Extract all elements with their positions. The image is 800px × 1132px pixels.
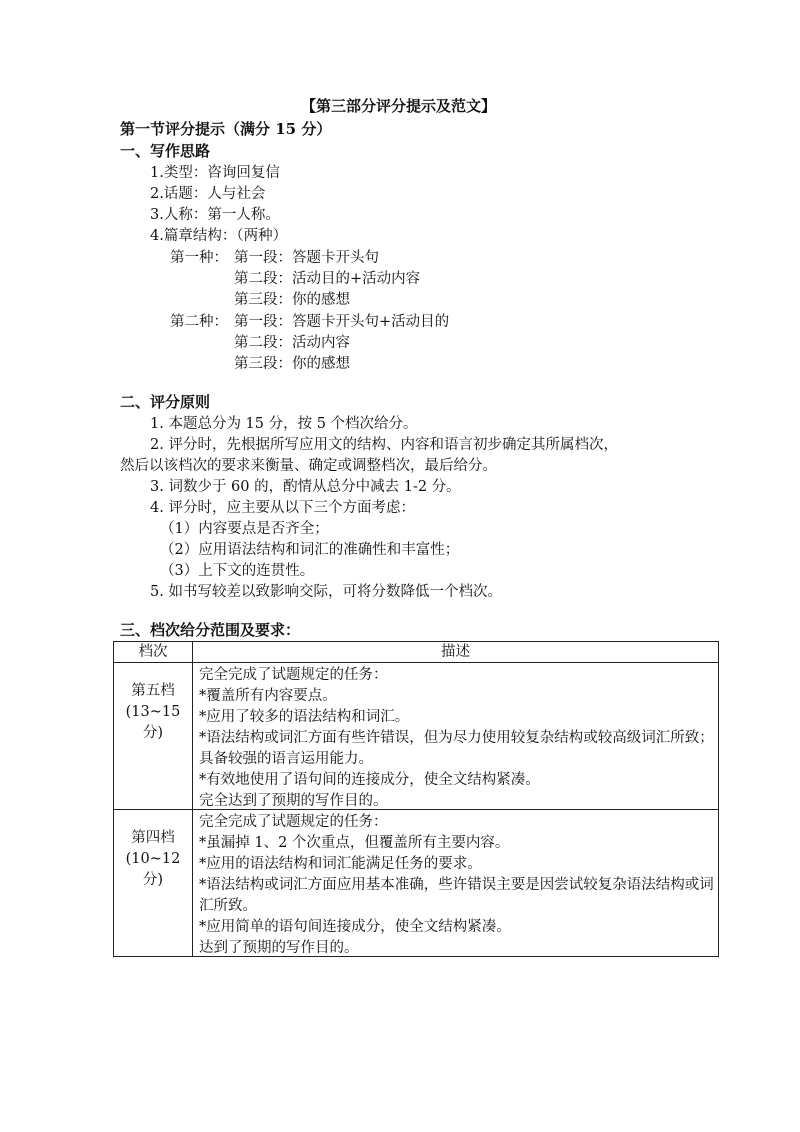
description-line: *覆盖所有内容要点。 [199, 688, 337, 704]
section-heading: 第一节评分提示（满分 15 分） [120, 120, 332, 138]
structure-para: 第三段：你的感想 [234, 356, 350, 372]
structure-para: 第一段：答题卡开头句 [234, 250, 379, 266]
description-cell [193, 663, 719, 810]
table-row [114, 810, 719, 957]
principle-item: 3. 词数少于 60 的，酌情从总分中减去 1-2 分。 [150, 479, 461, 495]
column-header-description: 描述 [193, 642, 719, 663]
part1-heading: 一、写作思路 [120, 142, 211, 160]
list-item: 3.人称：第一人称。 [150, 207, 280, 223]
list-item: 2.话题：人与社会 [150, 186, 266, 202]
level-cell [114, 810, 193, 957]
structure-para: 第二段：活动目的+活动内容 [234, 271, 421, 287]
description-line: *应用了较多的语法结构和词汇。 [199, 709, 410, 725]
description-line: *应用简单的语句间连接成分，使全文结构紧凑。 [199, 919, 511, 935]
principle-subitem: （1）内容要点是否齐全； [160, 521, 329, 537]
part3-heading: 三、档次给分范围及要求： [120, 621, 301, 639]
principle-item: 5. 如书写较差以致影响交际，可将分数降低一个档次。 [150, 584, 502, 600]
description-line: 完全完成了试题规定的任务： [199, 814, 388, 830]
part2-heading: 二、评分原则 [120, 393, 211, 411]
level-name: 第四档 [131, 830, 175, 846]
principle-item: 4. 评分时，应主要从以下三个方面考虑： [150, 500, 415, 516]
description-line: *应用的语法结构和词汇能满足任务的要求。 [199, 856, 482, 872]
level-unit: 分) [142, 725, 164, 741]
level-range: (10~12 [125, 851, 181, 867]
list-item: 4.篇章结构：（两种） [150, 228, 288, 244]
structure-para: 第二段：活动内容 [234, 335, 350, 351]
principle-item: 1. 本题总分为 15 分，按 5 个档次给分。 [150, 416, 418, 432]
principle-item: 2. 评分时，先根据所写应用文的结构、内容和语言初步确定其所属档次， [150, 437, 618, 453]
principle-subitem: （3）上下文的连贯性。 [160, 563, 315, 579]
structure-para: 第一段：答题卡开头句+活动目的 [234, 314, 450, 330]
principle-subitem: （2）应用语法结构和词汇的准确性和丰富性； [160, 542, 460, 558]
description-line: *语法结构或词汇方面应用基本准确，些许错误主要是因尝试较复杂语法结构或词汇所致。 [199, 877, 714, 914]
level-cell [114, 663, 193, 810]
structure-label: 第二种： [170, 314, 228, 330]
description-line: *有效地使用了语句间的连接成分，使全文结构紧凑。 [199, 772, 540, 788]
description-line: *虽漏掉 1、2 个次重点，但覆盖所有主要内容。 [199, 835, 510, 851]
level-unit: 分) [142, 872, 164, 888]
structure-para: 第三段：你的感想 [234, 292, 350, 308]
description-line: *语法结构或词汇方面有些许错误，但为尽力使用较复杂结构或较高级词汇所致；具备较强的语言运用能力。 [199, 730, 714, 767]
structure-label: 第一种： [170, 250, 228, 266]
table-row [114, 663, 719, 810]
grade-table [113, 641, 719, 957]
description-line: 完全完成了试题规定的任务： [199, 667, 388, 683]
description-line: 完全达到了预期的写作目的。 [199, 793, 388, 809]
principle-item: 然后以该档次的要求来衡量、确定或调整档次，最后给分。 [120, 458, 497, 474]
level-name: 第五档 [131, 683, 175, 699]
page-title: 【第三部分评分提示及范文】 [301, 97, 497, 115]
list-item: 1.类型：咨询回复信 [150, 165, 280, 181]
level-range: (13~15 [125, 704, 181, 720]
description-cell [193, 810, 719, 957]
column-header-level: 档次 [114, 642, 193, 663]
description-line: 达到了预期的写作目的。 [199, 940, 359, 956]
table-header-row [114, 642, 719, 663]
